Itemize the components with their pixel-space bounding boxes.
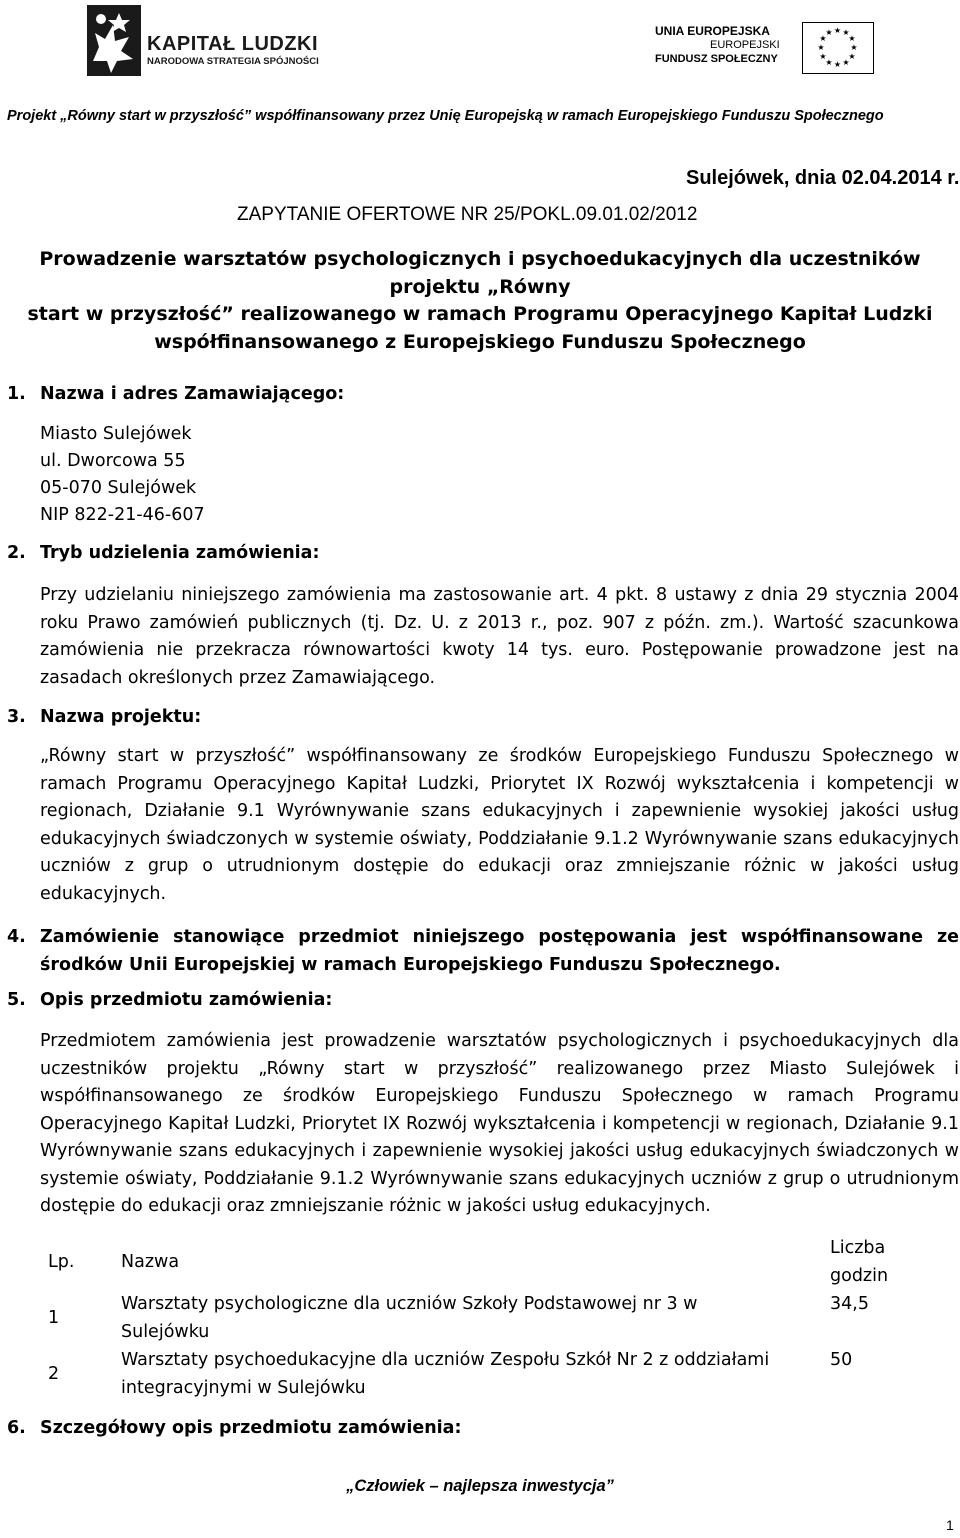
eu-title: UNIA EUROPEJSKA [655, 24, 770, 38]
table-cell-lp: 2 [48, 1364, 60, 1384]
section-2-heading: Tryb udzielenia zamówienia: [40, 543, 320, 563]
svg-text:★: ★ [833, 26, 842, 35]
eu-logo [655, 22, 880, 82]
address-line: 05-070 Sulejówek [40, 478, 197, 498]
table-cell-godzin: 34,5 [830, 1294, 869, 1314]
table-header-lp: Lp. [48, 1252, 75, 1272]
table-cell-nazwa: Warsztaty psychologiczne dla uczniów Szkoły Podstawowej nr 3 w Sulejówku [121, 1294, 698, 1342]
table-cell-nazwa: Warsztaty psychoedukacyjne dla uczniów Zespołu Szkół Nr 2 z oddziałami integracyjnymi w Sulejówku [121, 1350, 770, 1398]
table-cell-godzin: 50 [830, 1350, 853, 1370]
section-6-heading: Szczegółowy opis przedmiotu zamówienia: [40, 1418, 462, 1438]
kapital-ludzki-logo [85, 3, 345, 78]
kapital-ludzki-emblem-icon [85, 3, 143, 78]
table-header-nazwa: Nazwa [121, 1252, 180, 1272]
svg-text:★: ★ [833, 60, 842, 69]
svg-text:★: ★ [850, 43, 858, 52]
svg-text:★: ★ [848, 52, 856, 61]
svg-text:★: ★ [825, 58, 833, 67]
eu-flag-icon [802, 22, 874, 74]
document-title [10, 246, 950, 356]
section-3-number: 3. [7, 707, 26, 727]
section-1-number: 1. [7, 384, 26, 404]
section-2-number: 2. [7, 543, 26, 563]
section-5-number: 5. [7, 990, 26, 1010]
section-3-text: „Równy start w przyszłość” współfinansowany ze środków Europejskiego Funduszu Społecznego w ramach Programu Operacyjnego Kapitał Ludzki, Priorytet IX Rozwój wykształcenia i kompetencji w regionach, Działanie 9.1 Wyrównywanie szans edukacyjnych i zapewnienie wysokiej jakości usług edukacyjnych świadczonych w systemie oświaty, Poddziałanie 9.1.2 Wyrównywanie szans edukacyjnych uczniów z grup o utrudnionym dostępie do edukacji oraz zmniejszanie różnic w jakości usług edukacyjnych. [40, 746, 959, 904]
title-line-2: start w przyszłość” realizowanego w ramach Programu Operacyjnego Kapitał Ludzki [27, 303, 933, 325]
eu-subtitle-1: EUROPEJSKI [710, 39, 780, 51]
svg-text:★: ★ [817, 43, 825, 52]
section-4-text: Zamówienie stanowiące przedmiot niniejszego postępowania jest współfinansowane ze środków Unii Europejskiej w ramach Europejskiego Funduszu Społecznego. [40, 927, 959, 975]
title-line-3: współfinansowanego z Europejskiego Funduszu Społecznego [154, 330, 806, 353]
title-line-1: Prowadzenie warsztatów psychologicznych i psychoedukacyjnych dla uczestników projektu „Równy [39, 248, 921, 298]
section-4 [7, 924, 959, 979]
table-cell-lp: 1 [48, 1308, 60, 1328]
address-line: NIP 822-21-46-607 [40, 505, 205, 525]
address-line: ul. Dworcowa 55 [40, 451, 186, 471]
svg-text:★: ★ [848, 34, 856, 43]
svg-text:★: ★ [819, 34, 827, 43]
svg-text:★: ★ [842, 58, 850, 67]
kapital-ludzki-title: KAPITAŁ LUDZKI [147, 33, 319, 55]
document-date: Sulejówek, dnia 02.04.2014 r. [686, 167, 960, 189]
project-header-line: Projekt „Równy start w przyszłość” współfinansowany przez Unię Europejską w ramach Europejskiego Funduszu Społecznego [7, 108, 884, 124]
section-3-heading: Nazwa projektu: [40, 707, 202, 727]
svg-text:★: ★ [819, 52, 827, 61]
address-line: Miasto Sulejówek [40, 424, 192, 444]
page-number: 1 [946, 1517, 954, 1533]
section-5-text: Przedmiotem zamówienia jest prowadzenie warsztatów psychologicznych i psychoedukacyjnych dla uczestników projektu „Równy start w przyszłość” realizowanego przez Miasto Sulejówek i współfinansowanego ze środków Europejskiego Funduszu Społecznego w ramach Programu Operacyjnego Kapitał Ludzki, Priorytet IX Rozwój wykształcenia i kompetencji w regionach, Działanie 9.1 Wyrównywanie szans edukacyjnych i zapewnienie wysokiej jakości usług edukacyjnych świadczonych w systemie oświaty, Poddziałanie 9.1.2 Wyrównywanie szans edukacyjnych uczniów z grup o utrudnionym dostępie do edukacji oraz zmniejszanie różnic w jakości usług edukacyjnych. [40, 1031, 959, 1216]
footer-slogan: „Człowiek – najlepsza inwestycja” [346, 1477, 614, 1495]
section-4-number: 4. [7, 927, 26, 947]
section-1-heading: Nazwa i adres Zamawiającego: [40, 384, 345, 404]
section-6-number: 6. [7, 1418, 26, 1438]
table-header-godzin: Liczba godzin [830, 1238, 889, 1286]
svg-text:★: ★ [825, 28, 833, 37]
section-5-heading: Opis przedmiotu zamówienia: [40, 990, 333, 1010]
eu-subtitle-2: FUNDUSZ SPOŁECZNY [655, 53, 778, 65]
svg-text:★: ★ [842, 28, 850, 37]
section-2-text: Przy udzielaniu niniejszego zamówienia ma zastosowanie art. 4 pkt. 8 ustawy z dnia 29 stycznia 2004 roku Prawo zamówień publicznych (tj. Dz. U. z 2013 r., poz. 907 z późn. zm.). Wartość szacunkowa zamówienia nie przekracza równowartości kwoty 14 tys. euro. Postępowanie prowadzone jest na zasadach określonych przez Zamawiającego. [40, 585, 959, 688]
reference-number: ZAPYTANIE OFERTOWE NR 25/POKL.09.01.02/2012 [237, 204, 698, 225]
kapital-ludzki-subtitle: NARODOWA STRATEGIA SPÓJNOŚCI [147, 56, 319, 67]
